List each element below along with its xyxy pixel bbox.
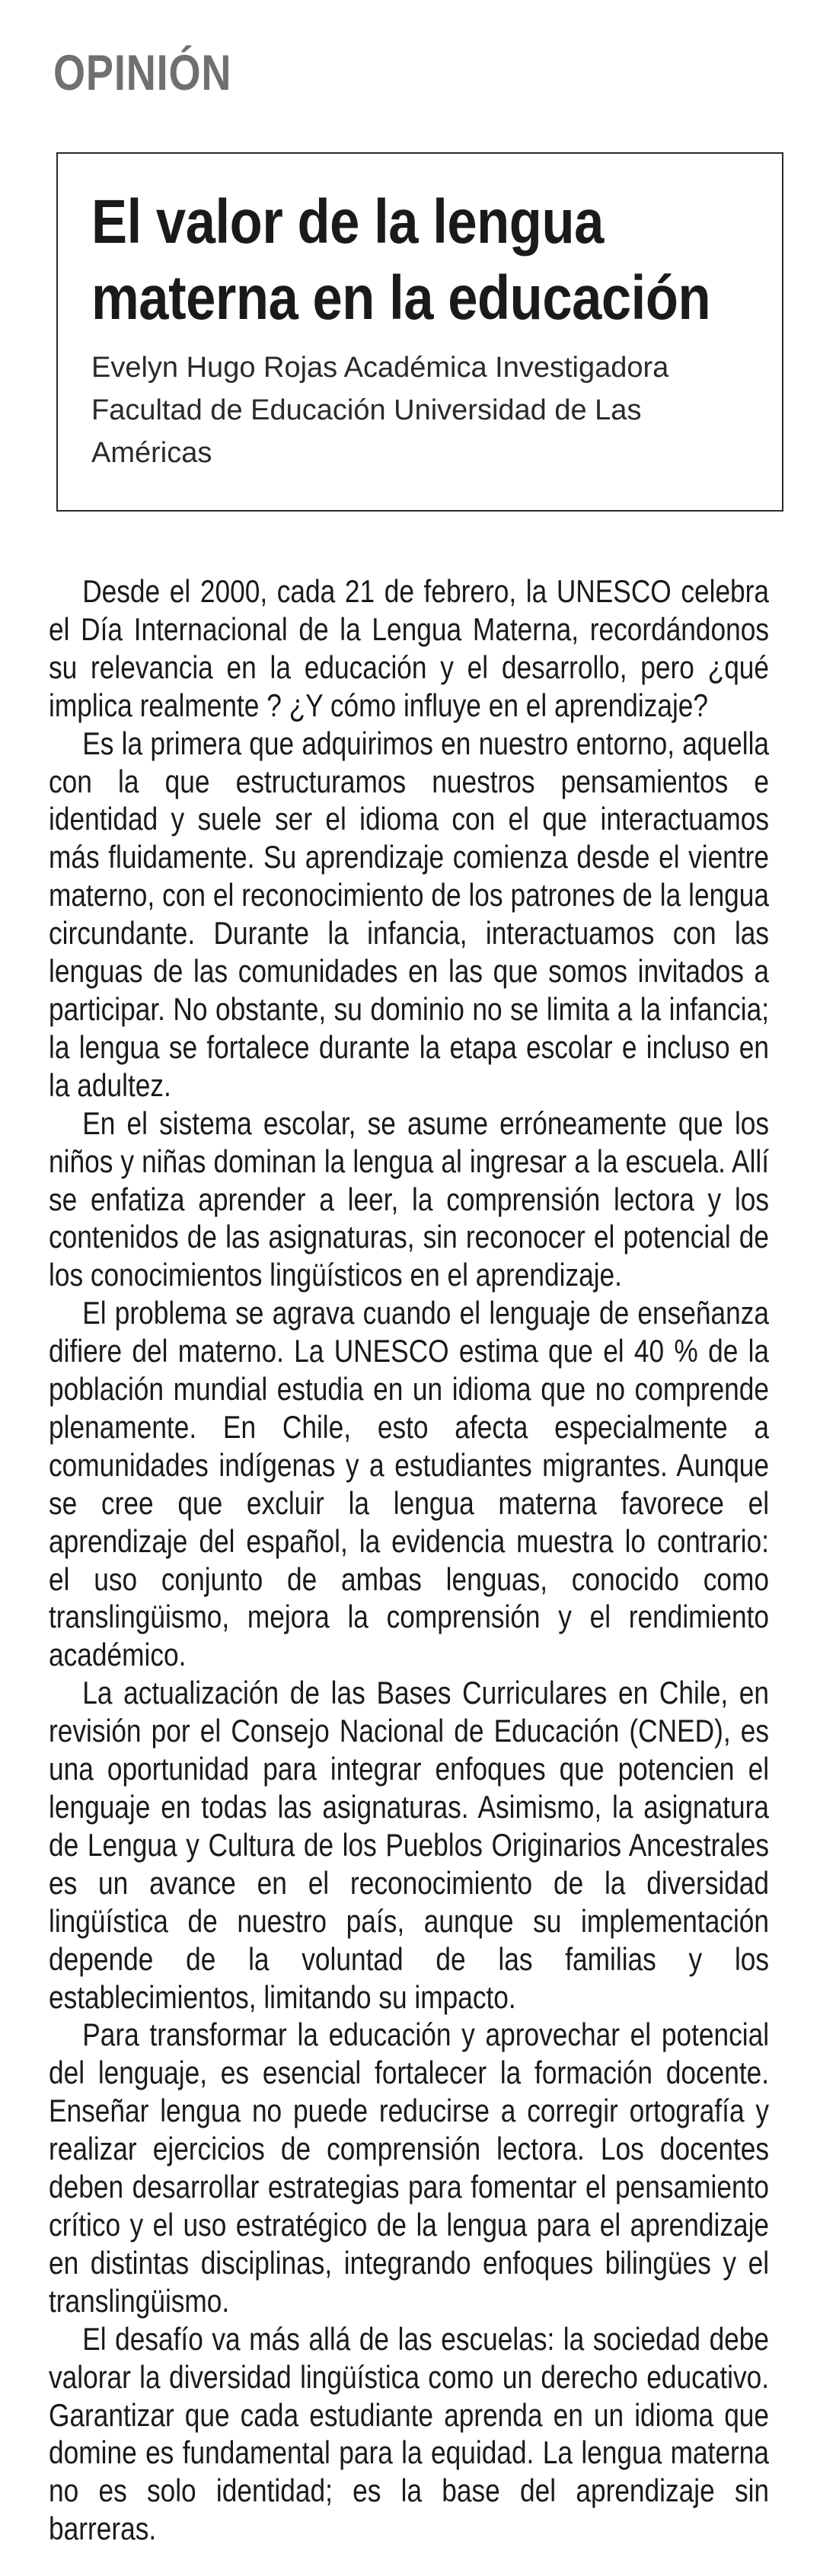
paragraph: El desafío va más allá de las escuelas: la sociedad debe valorar la diversidad lingüística como un derecho educativo. Garantizar que cada estudiante aprenda en un idioma que domine es fundamental para la equidad. La lengua materna no es solo identidad; es la base del aprendizaje sin barreras. <box>49 2320 770 2547</box>
paragraph: En el sistema escolar, se asume erróneamente que los niños y niñas dominan la lengua al ingresar a la escuela. Allí se enfatiza aprender a leer, la comprensión lectora y los contenidos de las asignaturas, sin reconocer el potencial de los conocimientos lingüísticos en el aprendizaje. <box>49 1105 770 1293</box>
paragraph: Desde el 2000, cada 21 de febrero, la UNESCO celebra el Día Internacional de la Lengua Materna, recordándonos su relevancia en la educación y el desarrollo, pero ¿qué implica realmente ? ¿Y cómo influye en el aprendizaje? <box>49 573 770 723</box>
paragraph: Es la primera que adquirimos en nuestro entorno, aquella con la que estructuramos nuestros pensamientos e identidad y suele ser el idioma con el que interactuamos más fluidamente. Su aprendizaje comienza desde el vientre materno, con el reconocimiento de los patrones de la lengua circundante. Durante la infancia, interactuamos con las lenguas de las comunidades en las que somos invitados a participar. No obstante, su dominio no se limita a la infancia; la lengua se fortalece durante la etapa escolar e incluso en la adultez. <box>49 725 770 1103</box>
paragraph: El problema se agrava cuando el lenguaje de enseñanza difiere del materno. La UNESCO estima que el 40 % de la población mundial estudia en un idioma que no comprende plenamente. En Chile, esto afecta especialmente a comunidades indígenas y a estudiantes migrantes. Aunque se cree que excluir la lengua materna favorece el aprendizaje del español, la evidencia muestra lo contrario: el uso conjunto de ambas lenguas, conocido como translingüismo, mejora la comprensión y el rendimiento académico. <box>49 1295 770 1673</box>
paragraph: La actualización de las Bases Curriculares en Chile, en revisión por el Consejo Nacional de Educación (CNED), es una oportunidad para integrar enfoques que potencien el lenguaje en todas las asignaturas. Asimismo, la asignatura de Lengua y Cultura de los Pueblos Originarios Ancestrales es un avance en el reconocimiento de la diversidad lingüística de nuestro país, aunque su implementación depende de la voluntad de las familias y los establecimientos, limitando su impacto. <box>49 1675 770 2015</box>
section-label: OPINIÓN <box>53 44 232 100</box>
article-body <box>49 572 769 2548</box>
paragraph: Para transformar la educación y aprovechar el potencial del lenguaje, es esencial fortalecer la formación docente. Enseñar lengua no puede reducirse a corregir ortografía y realizar ejercicios de comprensión lectora. Los docentes deben desarrollar estrategias para fomentar el pensamiento crítico y el uso estratégico de la lengua para el aprendizaje en distintas disciplinas, integrando enfoques bilingües y el translingüismo. <box>49 2016 770 2319</box>
headline-box <box>56 152 783 512</box>
article-headline: El valor de la lengua materna en la educación <box>91 187 711 333</box>
author-byline: Evelyn Hugo Rojas Académica Investigadora Facultad de Educación Universidad de Las Américas <box>91 352 669 469</box>
